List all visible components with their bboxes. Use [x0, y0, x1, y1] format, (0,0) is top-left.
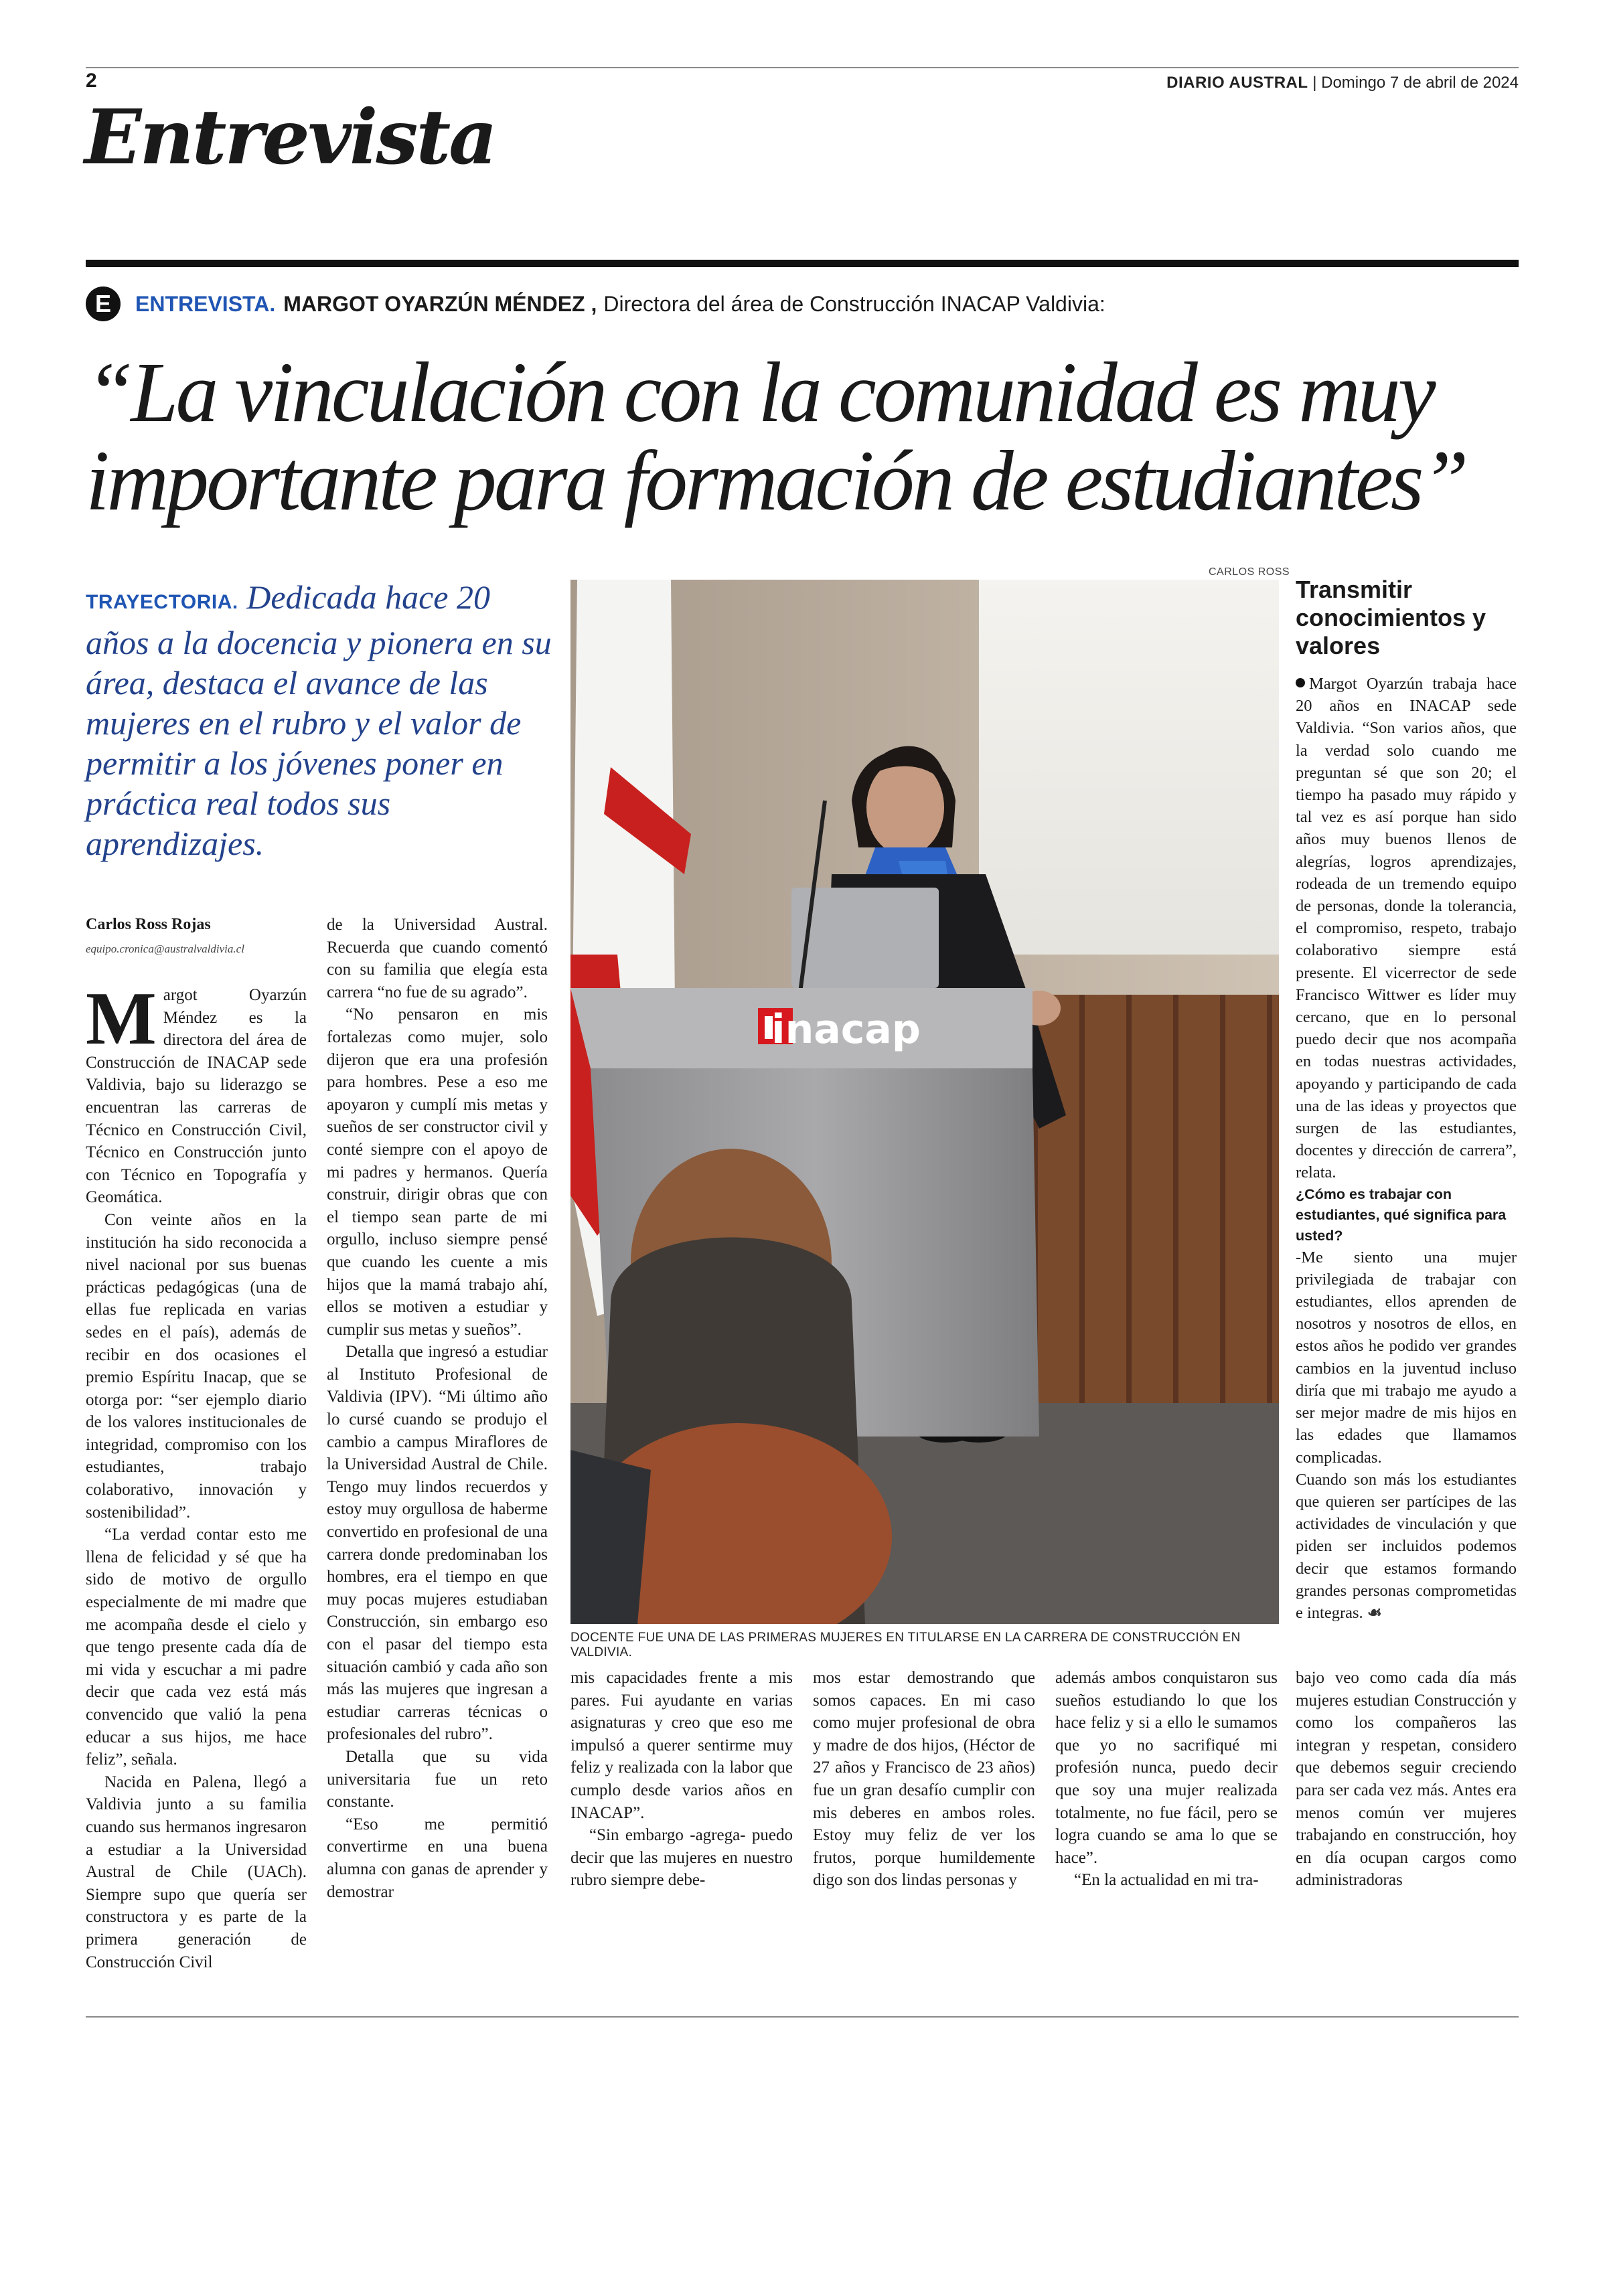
page-number: 2	[86, 70, 97, 92]
deck-text: Dedicada hace 20 años a la docencia y pionera en su área, destaca el avance de las mujeres en el rubro y el valor de permitir a los jóvenes poner en práctica real todos sus aprendizajes.	[86, 578, 552, 862]
article-column-4	[813, 1667, 1035, 1892]
kicker-rule	[86, 260, 1519, 267]
sidebar-body	[1296, 673, 1517, 1624]
article-paragraph: Detalla que ingresó a estudiar al Instituto Profesional de Valdivia (IPV). “Mi último año lo cursé cuando se produjo el cambio a campus Miraflores de la Universidad Austral de Chile. Tengo muy lindos recuerdos y estoy muy orgullosa de haberme convertido en profesional de una carrera donde predominaban los hombres, era el tiempo en que muy pocas mujeres estudiaban Construcción, sin embargo eso con el pasar del tiempo esta situación cambió y cada año son más las mujeres que ingresan a estudiar carreras técnicas o profesionales del rubro”.	[327, 1343, 548, 1744]
article-paragraph	[86, 977, 307, 1209]
article-paragraph: Nacida en Palena, llegó a Valdivia junto a su familia cuando sus hermanos ingresaron a estudiar a la Universidad Austral de Chile (UACh). Siempre supo que quería ser constructora y es parte de la primera generación de Construcción Civil	[86, 1773, 307, 1971]
article-paragraph: “En la actualidad en mi tra-	[1074, 1871, 1259, 1890]
projection-screen	[979, 580, 1279, 955]
paragraph-text: Cuando son más los estudiantes que quieren ser partícipes de las actividades de vinculación y que piden ser incluidos podemos decir que estamos formando grandes personas comprometidas e integras.	[1296, 1470, 1517, 1622]
article-paragraph: de la Universidad Austral. Recuerda que cuando comentó con su familia que elegía esta carrera “no fue de su agrado”.	[327, 916, 548, 1001]
article-paragraph: Detalla que su vida universitaria fue un reto constante.	[327, 1747, 548, 1811]
paragraph-text: Margot Oyarzún trabaja hace 20 años en INACAP sede Valdivia. “Son varios años, que la verdad solo cuando me preguntan sé que son 20; el tiempo ha pasado muy rápido y tal vez es así porque han sido años muy buenos llenos de alegrías, logros aprendizajes, rodeada de un tremendo equipo de personas, donde la tolerancia, el compromiso, respeto, trabajo colaborativo siempre está presente. El vicerrector de sede Francisco Wittwer es líder muy cercano, que en lo personal puedo decir que nos acompaña en todas nuestras actividades, apoyando y participando de cada una de las ideas y proyectos que surgen de las estudiantes, docentes y dirección de carrera”, relata.	[1296, 675, 1517, 1182]
bullet-icon	[1296, 678, 1305, 687]
kicker-role: Directora del área de Construcción INACAP Valdivia:	[603, 291, 1105, 316]
paper-date: | Domingo 7 de abril de 2024	[1312, 74, 1519, 92]
top-rule	[86, 67, 1519, 68]
photo-credit: CARLOS ROSS	[1209, 566, 1290, 578]
paper-name: DIARIO AUSTRAL	[1166, 74, 1308, 92]
article-paragraph: “La verdad contar esto me llena de felicidad y sé que ha sido de motivo de orgullo especialmente de mi madre que me acompaña desde el cielo y que tengo presente cada día de mi vida y escuchar a mi padre decir que cada vez está más convencido que valió la pena educar a sus hijos, me hace feliz”, señala.	[86, 1526, 307, 1769]
headline	[86, 345, 1532, 528]
article-paragraph: “Eso me permitió convertirme en una buena alumna con ganas de aprender y demostrar	[327, 1815, 548, 1901]
sidebar-paragraph	[1296, 673, 1517, 1184]
article-paragraph: “Sin embargo -agrega- puedo decir que las mujeres en nuestro rubro siempre debe-	[570, 1826, 793, 1890]
article-paragraph: mos estar demostrando que somos capaces. En mi caso como mujer profesional de obra y madre de dos hijos, (Héctor de 27 años y Francisco de 23 años) fue un gran desafío cumplir con mis deberes en ambos roles. Estoy muy feliz de ver los frutos, porque humildemente digo son dos lindas personas y	[813, 1669, 1035, 1890]
article-paragraph: bajo veo como cada día más mujeres estudian Construcción y como los compañeros las integran y respetan, considero que debemos seguir creciendo para ser cada vez más. Antes era menos común ver mujeres trabajando en construcción, hoy en día ocupan cargos como administradoras	[1296, 1669, 1517, 1890]
paragraph-text: argot Oyarzún Méndez es la directora del área de Construcción de INACAP sede Valdivia, bajo su liderazgo se encuentran las carreras de Técnico en Construcción Civil, Técnico en Construcción junto con Técnico en Topografía y Geomática.	[86, 986, 307, 1207]
end-mark-icon: ☙	[1367, 1603, 1382, 1622]
sidebar-title: Transmitir conocimientos y valores	[1296, 576, 1486, 659]
deck	[86, 577, 554, 864]
article-paragraph: además ambos conquistaron sus sueños estudiando lo que los hace feliz y si a ello le sumamos que yo no sacrifiqué mi profesión nunca, puedo decir que soy una mujer realizada totalmente, no fue fácil, pero se logra cuando se ama lo que se hace”.	[1055, 1669, 1278, 1867]
article-column-5	[1055, 1667, 1278, 1892]
section-title: Entrevista	[84, 94, 495, 181]
article-column-3	[570, 1667, 793, 1892]
article-paragraph: “No pensaron en mis fortalezas como mujer, solo dijeron que era una profesión para hombres. Pese a eso me apoyaron y cumplí mis metas y sueños de ser constructor civil y conté siempre con el apoyo de mi padres y hermanos. Quería construir, dirigir obras que con el tiempo sean parte de mi orgullo, incluso siempre pensé que cuando les cuente a mis hijos que la mamá trabajo ahí, ellos se motiven a estudiar y cumplir sus metas y sueños”.	[327, 1005, 548, 1339]
sidebar-paragraph: -Me siento una mujer privilegiada de trabajar con estudiantes, ellos aprenden de nosotros y nosotros de ellos, en estos años he podido ver grandes cambios en la juventud incluso diría que mi trabajo me ayudo a ser mejor madre de mis hijos en las edades que llamamos complicadas.	[1296, 1248, 1517, 1467]
drop-cap: M	[86, 977, 157, 1060]
podium-brand: inacap	[771, 1006, 921, 1053]
byline-email: equipo.cronica@australvaldivia.cl	[86, 942, 244, 955]
headline-line-1: “La vinculación con la comunidad es muy	[86, 345, 1434, 440]
article-paragraph: Con veinte años en la institución ha sido reconocida a nivel nacional por sus buenas prácticas pedagógicas (una de ellas fue replicada en varias sedes en el país), además de recibir en dos ocasiones el premio Espíritu Inacap, que se otorga por: “ser ejemplo diario de los valores institucionales de integridad, compromiso con los estudiantes, trabajo colaborativo, innovación y sostenibilidad”.	[86, 1210, 307, 1522]
main-photo	[570, 580, 1279, 1624]
headline-line-2: importante para formación de estudiantes”	[86, 433, 1466, 528]
section-badge-icon: E	[86, 286, 121, 321]
photo-caption: DOCENTE FUE UNA DE LAS PRIMERAS MUJERES EN TITULARSE EN LA CARRERA DE CONSTRUCCIÓN EN VALDIVIA.	[570, 1631, 1241, 1659]
sidebar-question: ¿Cómo es trabajar con estudiantes, qué significa para usted?	[1296, 1185, 1507, 1244]
byline-author: Carlos Ross Rojas	[86, 916, 211, 933]
bottom-rule	[86, 2016, 1519, 2018]
kicker-name: MARGOT OYARZÚN MÉNDEZ ,	[283, 291, 597, 316]
kicker-label: ENTREVISTA.	[135, 291, 276, 316]
article-column-1	[86, 977, 307, 1973]
kicker-line	[86, 286, 1105, 321]
article-column-2	[327, 914, 548, 1903]
article-paragraph: mis capacidades frente a mis pares. Fui ayudante en varias asignaturas y creo que eso me impulsó a querer sentirme muy feliz y realizada con la labor que cumplo desde varios años en INACAP”.	[570, 1669, 793, 1822]
photo-illustration	[570, 580, 1279, 1624]
sidebar-paragraph	[1296, 1469, 1517, 1624]
wood-panel	[1012, 995, 1279, 1403]
deck-label: TRAYECTORIA.	[86, 591, 238, 613]
article-column-6	[1296, 1667, 1517, 1892]
paper-info	[1166, 74, 1519, 92]
